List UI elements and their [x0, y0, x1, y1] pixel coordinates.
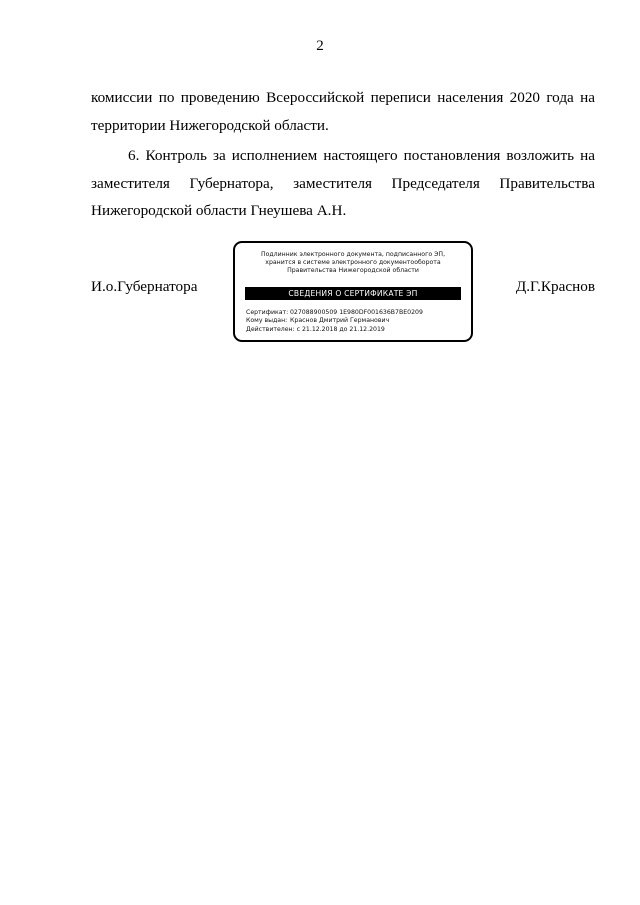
issued-to-row	[246, 317, 423, 325]
paragraph-commission: комиссии по проведению Всероссийской переписи населения 2020 года на территории Нижегородской области.	[91, 89, 595, 134]
stamp-note	[235, 251, 471, 276]
stamp-note-line: хранится в системе электронного документооборота	[265, 259, 441, 267]
stamp-note-line: Подлинник электронного документа, подписанного ЭП,	[260, 251, 446, 258]
paragraph-control: 6. Контроль за исполнением настоящего постановления возложить на заместителя Губернатора, заместителя Председателя Правительства Нижегородской области Гнеушева А.Н.	[91, 147, 595, 219]
stamp-details	[246, 309, 423, 334]
page-number: 2	[316, 38, 324, 54]
issued-to-label: Кому выдан:	[246, 317, 288, 325]
validity-row: Действителен: с 21.12.2018 до 21.12.2019	[246, 325, 385, 333]
signatory-position: И.о.Губернатора	[91, 278, 198, 295]
signatory-name: Д.Г.Краснов	[515, 278, 595, 295]
stamp-note-line: Правительства Нижегородской области	[287, 267, 419, 275]
electronic-signature-stamp	[233, 241, 473, 342]
stamp-header: СВЕДЕНИЯ О СЕРТИФИКАТЕ ЭП	[245, 287, 461, 300]
issued-to-value: Краснов Дмитрий Германович	[290, 317, 390, 325]
certificate-value: 027088900509 1E980DF001636B7BE0209	[290, 309, 423, 316]
certificate-label: Сертификат:	[246, 309, 289, 316]
